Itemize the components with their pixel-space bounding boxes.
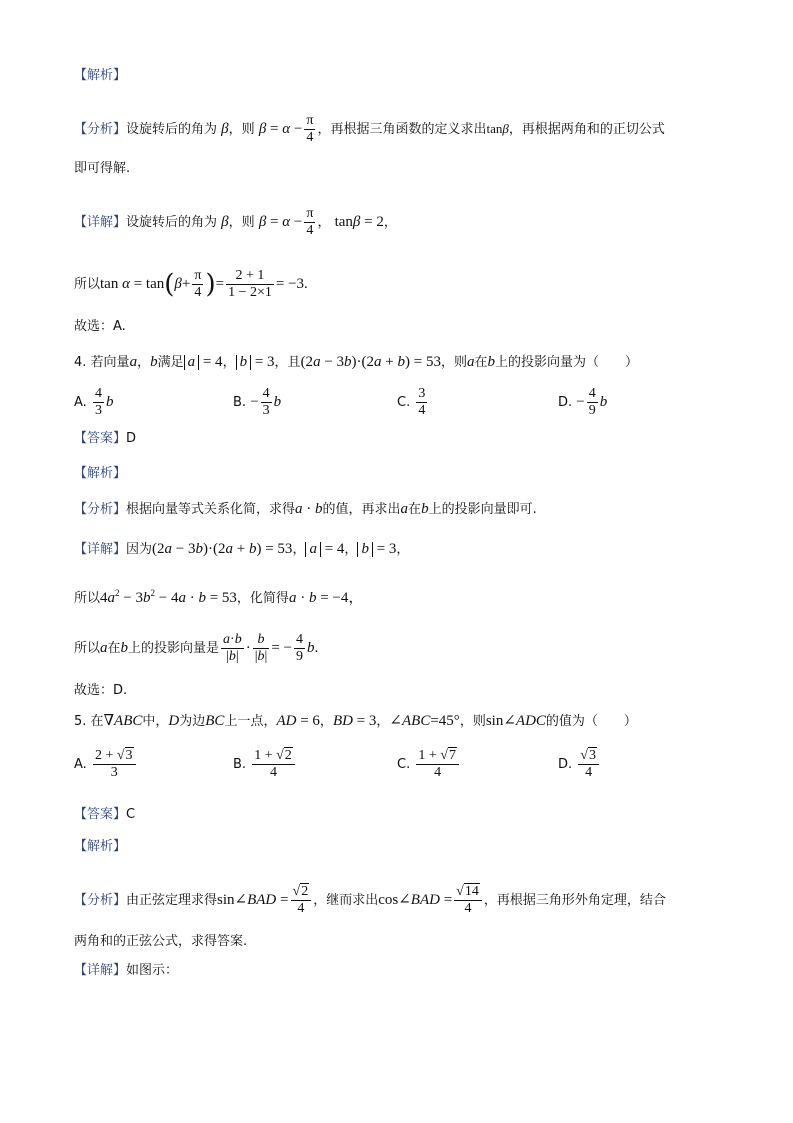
answer-q5: 【答案】C (74, 807, 136, 822)
analysis-paragraph-q5: 【分析】由正弦定理求得sin∠BAD = $\frac{√2}{4}$ ，继而求出cos∠BAD = $\frac{√14}{4}$ ，再根据三角形外角定理，结合 (74, 884, 666, 916)
option-a-q4[interactable]: A. $\frac{4}{3}$ b (74, 386, 114, 418)
detail-paragraph-q3: 【详解】设旋转后的角为 β，则 β = α − $\frac{\pi}{4}$ ， tanβ = 2， (74, 206, 397, 238)
question-4: 4. 若向量a，b满足 a = 4， b = 3，且(2a − 3b)·(2a + b) = 53，则a在b上的投影向量为（ ） (74, 354, 639, 370)
option-d-q5[interactable]: D. $\frac{√3}{4}$ (558, 748, 601, 781)
option-c-q5[interactable]: C. $\frac{1 + √7}{4}$ (397, 748, 461, 781)
answer-q4: 【答案】D (74, 431, 137, 446)
option-b-q5[interactable]: B. $\frac{1 + √2}{4}$ (233, 748, 297, 781)
detail-expand-q4: 所以$4a^2 - 3b^2 - 4a \cdot b = 53$，化简得a · b = −4， (74, 588, 364, 606)
detail-paragraph-q4: 【详解】因为(2a − 3b)·(2a + b) = 53， a = 4， b = 3， (74, 541, 410, 557)
detail-tag: 【详解】 (74, 215, 127, 230)
question-5: 5. 在∇ABC中，D为边BC上一点，AD = 6，BD = 3，∠ABC=45°，则sin∠ADC的值为（ ） (74, 713, 637, 729)
analysis-tag: 【分析】 (74, 122, 127, 137)
detail-projection-q4: 所以a在b上的投影向量是 $\frac{a\cdot b}{|b|}$ · $\frac{b}{|b|}$ = − $\frac{4}{9}$ b. (74, 632, 319, 664)
analysis-continuation-q3: 即可得解. (74, 161, 131, 176)
option-a-q5[interactable]: A. $\frac{2 + √3}{3}$ (74, 748, 138, 781)
analysis-heading-q4: 【解析】 (74, 466, 127, 481)
option-b-q4[interactable]: B. − $\frac{4}{3}$ b (233, 386, 282, 418)
choice-q3: 故选：A. (74, 319, 126, 334)
option-d-q4[interactable]: D. − $\frac{4}{9}$ b (558, 386, 608, 418)
choice-q4: 故选：D. (74, 683, 128, 698)
detail-paragraph-q5: 【详解】如图示： (74, 963, 179, 978)
option-c-q4[interactable]: C. $\frac{3}{4}$ (397, 386, 426, 418)
analysis-heading-q5: 【解析】 (74, 839, 127, 854)
analysis-continuation-q5: 两角和的正弦公式，求得答案. (74, 934, 248, 949)
section-analysis-heading: 【解析】 (74, 68, 127, 83)
detail-result-q3: 所以tan α = tan(β+ $\frac{\pi}{4}$ )= $\frac{2 + 1}{1 - 2\times 1}$ = −3. (74, 268, 308, 300)
analysis-paragraph-q4: 【分析】根据向量等式关系化简，求得a · b的值，再求出a在b上的投影向量即可. (74, 501, 537, 517)
analysis-paragraph-q3: 【分析】设旋转后的角为 β，则 β = α − $\frac{\pi}{4}$ ，再根据三角函数的定义求出tanβ，再根据两角和的正切公式 (74, 113, 665, 145)
